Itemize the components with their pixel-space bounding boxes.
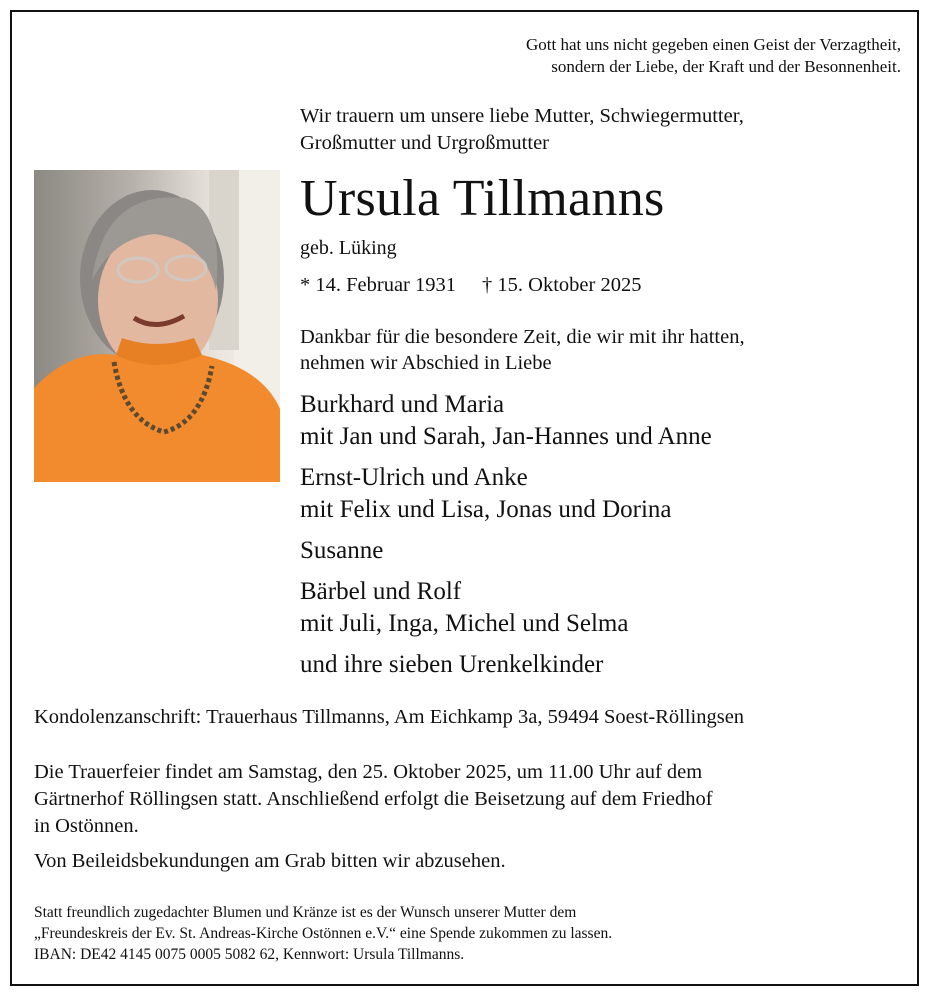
funeral-notice xyxy=(34,759,713,840)
bible-verse xyxy=(526,34,901,78)
portrait-illustration xyxy=(34,170,280,482)
intro-line: Wir trauern um unsere liebe Mutter, Schwiegermutter, xyxy=(300,105,744,127)
donation-notice xyxy=(34,902,612,965)
family-line: mit Jan und Sarah, Jan-Hannes und Anne xyxy=(300,423,712,450)
family-line: mit Juli, Inga, Michel und Selma xyxy=(300,610,629,637)
funeral-line: Gärtnerhof Röllingsen statt. Anschließend erfolgt die Beisetzung auf dem Friedhof xyxy=(34,788,713,810)
family-list xyxy=(300,389,712,690)
family-group xyxy=(300,462,712,526)
portrait-photo xyxy=(34,170,280,482)
bible-verse-line: Gott hat uns nicht gegeben einen Geist der Verzagtheit, xyxy=(526,35,901,54)
funeral-line: in Ostönnen. xyxy=(34,815,139,837)
mourning-intro xyxy=(300,103,744,157)
deceased-name: Ursula Tillmanns xyxy=(300,170,665,227)
family-line: Ernst-Ulrich und Anke xyxy=(300,464,528,491)
family-line: Susanne xyxy=(300,537,384,564)
life-dates xyxy=(300,272,641,298)
death-date: † 15. Oktober 2025 xyxy=(482,274,642,296)
family-line: Burkhard und Maria xyxy=(300,391,505,418)
intro-line: Großmutter und Urgroßmutter xyxy=(300,132,549,154)
family-line: Bärbel und Rolf xyxy=(300,578,462,605)
family-group xyxy=(300,389,712,453)
family-group xyxy=(300,649,712,681)
donation-line: Statt freundlich zugedachter Blumen und Kränze ist es der Wunsch unserer Mutter dem xyxy=(34,904,577,921)
family-line: und ihre sieben Urenkelkinder xyxy=(300,651,604,678)
grave-request: Von Beileidsbekundungen am Grab bitten wir abzusehen. xyxy=(34,850,506,872)
family-group xyxy=(300,576,712,640)
birth-date: * 14. Februar 1931 xyxy=(300,274,457,296)
thanks-line: Dankbar für die besondere Zeit, die wir mit ihr hatten, xyxy=(300,326,745,348)
condolence-address: Kondolenzanschrift: Trauerhaus Tillmanns, Am Eichkamp 3a, 59494 Soest-Röllingsen xyxy=(34,706,745,728)
family-line: mit Felix und Lisa, Jonas und Dorina xyxy=(300,496,672,523)
donation-line: „Freundeskreis der Ev. St. Andreas-Kirche Ostönnen e.V.“ eine Spende zukommen zu lassen. xyxy=(34,925,613,942)
family-group xyxy=(300,535,712,567)
donation-line: IBAN: DE42 4145 0075 0005 5082 62, Kennwort: Ursula Tillmanns. xyxy=(34,946,465,963)
funeral-line: Die Trauerfeier findet am Samstag, den 25. Oktober 2025, um 11.00 Uhr auf dem xyxy=(34,761,703,783)
birth-name: geb. Lüking xyxy=(300,237,397,259)
thanks-line: nehmen wir Abschied in Liebe xyxy=(300,352,552,374)
thanks-text xyxy=(300,324,745,376)
bible-verse-line: sondern der Liebe, der Kraft und der Besonnenheit. xyxy=(551,57,901,76)
